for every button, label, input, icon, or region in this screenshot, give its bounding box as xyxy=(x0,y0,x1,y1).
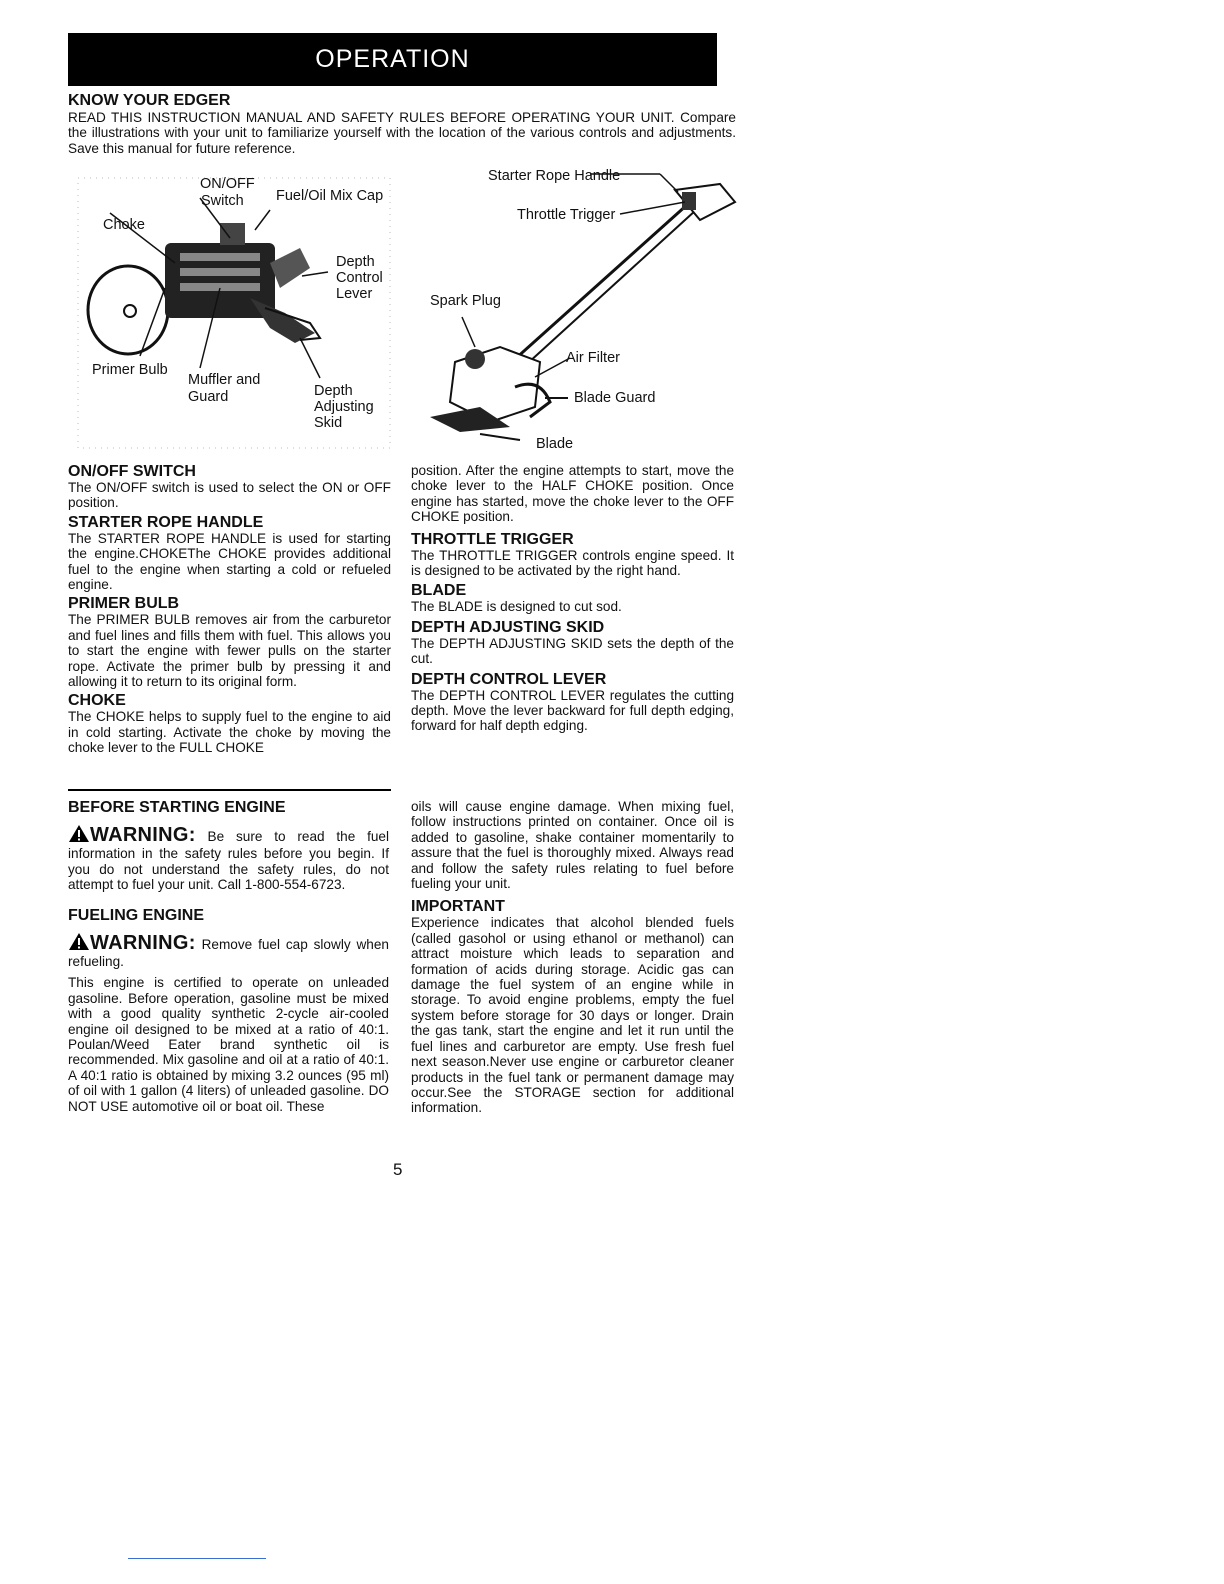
engine-figure xyxy=(70,168,400,453)
section-primer-bulb xyxy=(68,595,391,689)
section-depth-adjusting-skid xyxy=(411,619,734,667)
section-heading: CHOKE xyxy=(68,692,126,710)
warning-label: WARNING: xyxy=(90,931,196,954)
label-spark-plug: Spark Plug xyxy=(430,293,501,309)
section-choke xyxy=(68,692,391,755)
section-text: The BLADE is designed to cut sod. xyxy=(411,599,622,615)
label-blade: Blade xyxy=(536,436,574,452)
label-muffler-guard: Muffler and Guard xyxy=(188,372,261,405)
know-heading: KNOW YOUR EDGER xyxy=(68,92,231,109)
depth-control-leader xyxy=(302,272,328,276)
label-blade-guard: Blade Guard xyxy=(574,390,656,406)
section-heading: DEPTH CONTROL LEVER xyxy=(411,670,607,688)
warning-text: Be sure to read the fuel information in the safety rules before you begin. If you do not understand the safety rules, do not attempt to fuel your unit. Call 1-800-554-6723. xyxy=(68,829,389,893)
label-depth-adjusting-skid: Depth Adjusting Skid xyxy=(314,383,374,431)
warning-icon xyxy=(68,824,90,846)
warning-icon xyxy=(68,932,90,954)
spark-leader xyxy=(462,317,475,347)
section-blade xyxy=(411,582,734,614)
label-primer-bulb: Primer Bulb xyxy=(92,362,168,378)
label-throttle-trigger: Throttle Trigger xyxy=(517,207,616,223)
section-text: The THROTTLE TRIGGER controls engine speed. It is designed to be activated by the right hand. xyxy=(411,547,734,579)
before-starting-warning xyxy=(68,824,389,893)
fuel-right-column xyxy=(411,799,734,1116)
skid-leader xyxy=(300,338,320,378)
section-text: The CHOKE helps to supply fuel to the engine to aid in cold starting. Activate the choke by moving the choke lever to the FULL CHOKE xyxy=(68,709,391,756)
section-depth-control-lever xyxy=(411,671,734,734)
know-intro: READ THIS INSTRUCTION MANUAL AND SAFETY RULES BEFORE OPERATING YOUR UNIT. Compare the illustrations with your unit to familiarize yourself with the location of the various controls and adjustments. Save this manual for future reference. xyxy=(68,110,736,156)
section-text: The DEPTH CONTROL LEVER regulates the cutting depth. Move the lever backward for full depth edging, forward for half depth edging. xyxy=(411,687,734,734)
spark-plug-shape xyxy=(465,349,485,369)
throttle-shape xyxy=(682,192,696,210)
page-title: OPERATION xyxy=(315,45,470,73)
label-onoff-switch: ON/OFF Switch xyxy=(200,176,255,209)
fueling-engine-heading: FUELING ENGINE xyxy=(68,906,205,924)
label-fuel-oil-mix-cap: Fuel/Oil Mix Cap xyxy=(276,188,384,204)
controls-right-column xyxy=(411,463,734,734)
label-depth-control-lever: Depth Control Lever xyxy=(336,254,383,302)
fuel-continuation: oils will cause engine damage. When mixing fuel, follow instructions printed on container. Once oil is added to gasoline, shake container momentarily to assure that the fuel is thoroughly mixed. Always read and follow the safety rules relating to fuel before fueling your unit. xyxy=(411,799,734,892)
edger-figure xyxy=(420,162,738,457)
section-heading: THROTTLE TRIGGER xyxy=(411,530,574,548)
warning-text: Remove fuel cap slowly when refueling. xyxy=(68,936,389,970)
section-text: The PRIMER BULB removes air from the carburetor and fuel lines and fills them with fuel. This allows you to start the engine with fewer pulls on the starter rope. Activate the primer bulb by pressing it and allowing it to return to its original form. xyxy=(68,612,391,690)
know-your-edger-section xyxy=(68,92,736,156)
label-starter-rope-handle: Starter Rope Handle xyxy=(488,168,621,184)
before-starting-heading: BEFORE STARTING ENGINE xyxy=(68,799,286,816)
page-title-banner xyxy=(68,33,717,86)
section-text: The STARTER ROPE HANDLE is used for starting the engine.CHOKEThe CHOKE provides additional fuel to the engine when starting a cold or refueled engine. xyxy=(68,530,391,593)
engine-fins-1 xyxy=(180,253,260,261)
choke-continuation: position. After the engine attempts to start, move the choke lever to the HALF CHOKE position. Once engine has started, move the choke lever to the OFF CHOKE position. xyxy=(411,463,734,525)
section-text: The ON/OFF switch is used to select the ON or OFF position. xyxy=(68,480,391,511)
label-choke: Choke xyxy=(103,217,145,233)
blade-leader xyxy=(480,434,520,440)
fuel-cap-shape xyxy=(220,223,245,245)
section-divider xyxy=(68,789,391,791)
section-onoff-switch xyxy=(68,463,391,511)
section-text: The DEPTH ADJUSTING SKID sets the depth of the cut. xyxy=(411,635,734,667)
engine-fins-2 xyxy=(180,268,260,276)
starter-leader-2 xyxy=(660,174,678,192)
fuelcap-leader xyxy=(255,210,270,230)
fueling-warning xyxy=(68,932,389,970)
lever-shape xyxy=(270,248,310,288)
section-heading: DEPTH ADJUSTING SKID xyxy=(411,618,605,636)
section-throttle-trigger xyxy=(411,531,734,579)
important-text: Experience indicates that alcohol blended fuels (called gasohol or using ethanol or methanol) can attract moisture which leads to separation and formation of acids during storage. Acidic gas can damage the fuel system of an engine while in storage. To avoid engine problems, empty the fuel system before storage for 30 days or longer. Drain the gas tank, start the engine and let it run until the fuel lines and carburetor are empty. Use fresh fuel next season.Never use engine or carburetor cleaner products in the fuel tank or permanent damage may occur.See the STORAGE section for additional information. xyxy=(411,915,734,1116)
controls-left-column xyxy=(68,463,391,756)
fuel-left-column xyxy=(68,799,389,1114)
warning-label: WARNING: xyxy=(90,824,196,846)
label-air-filter: Air Filter xyxy=(566,350,620,366)
wheel-shape xyxy=(88,266,168,354)
footer-link-line xyxy=(128,1558,266,1559)
page-number: 5 xyxy=(393,1160,403,1179)
section-heading: BLADE xyxy=(411,582,467,600)
section-starter-rope-handle xyxy=(68,514,391,593)
section-heading: ON/OFF SWITCH xyxy=(68,463,196,480)
important-heading: IMPORTANT xyxy=(411,898,505,916)
throttle-leader xyxy=(620,202,685,214)
section-heading: PRIMER BULB xyxy=(68,595,180,613)
fueling-text: This engine is certified to operate on unleaded gasoline. Before operation, gasoline must be mixed with a good quality synthetic 2-cycle air-cooled engine oil designed to be mixed at a ratio of 40:1. Poulan/Weed Eater brand synthetic oil is recommended. Mix gasoline and oil at a ratio of 40:1. A 40:1 ratio is obtained by mixing 3.2 ounces (95 ml) of oil with 1 gallon (4 liters) of unleaded gasoline. DO NOT USE automotive oil or boat oil. These xyxy=(68,975,389,1114)
section-heading: STARTER ROPE HANDLE xyxy=(68,513,264,531)
